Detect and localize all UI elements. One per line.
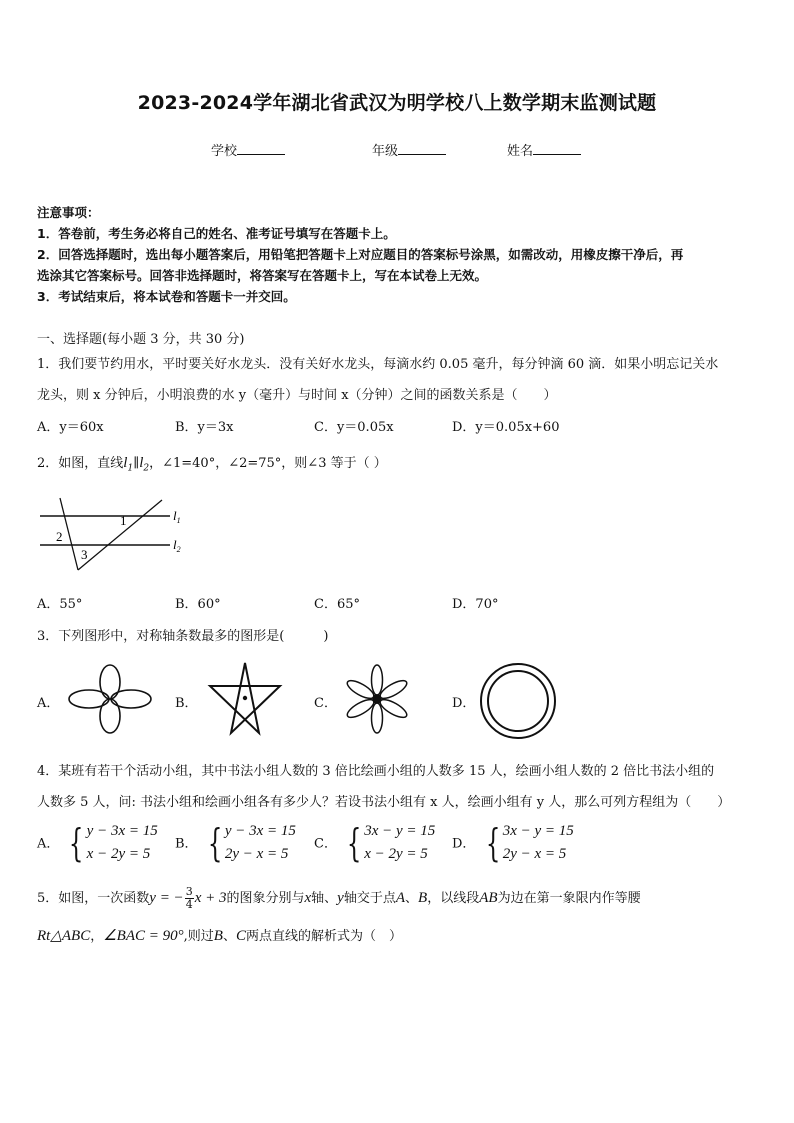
q2-stem [37,452,387,474]
grade-blank [398,142,446,155]
star-icon [207,660,283,738]
six-petal-flower-icon [344,664,410,734]
q3-label-a: A． [37,696,60,711]
q2-l2: l [139,455,144,471]
q1-line1: 1．我们要节约用水，平时要关好水龙头．没有关好水龙头，每滴水约 0.05 毫升，每分钟滴 60 滴．如果小明忘记关水 [37,357,719,372]
fraction: $\frac{3}{4}$ [185,885,193,911]
q3-label-c: C． [314,696,337,711]
q1-option-c: C．y＝0.05x [314,420,394,435]
section-heading: 一、选择题(每小题 3 分，共 30 分) [37,332,245,347]
ring-icon [478,662,558,740]
notes-heading: 注意事项： [37,205,100,220]
q2-parallel: ∥ [133,456,140,471]
fig-l2: $l_2$ [173,537,181,554]
four-petal-flower-icon [68,664,152,734]
q3-label-d: D． [452,696,476,711]
grade-field [372,140,446,159]
fig-l1: $l_1$ [173,508,181,525]
note-item-1: 1．答卷前，考生务必将自己的姓名、准考证号填写在答题卡上。 [37,226,396,241]
q2-prefix: 2．如图，直线 [37,456,124,471]
q2-suffix: ，∠1=40°，∠2=75°，则∠3 等于（ ） [149,456,387,471]
school-field [211,140,285,159]
q1-option-d: D．y＝0.05x+60 [452,420,560,435]
q4-option-a: A． { y − 3x = 15 x − 2y = 5 [37,821,158,865]
q2-option-b: B．60° [175,597,221,612]
q1-option-a: A．y＝60x [37,420,104,435]
school-blank [237,142,285,155]
q2-option-c: C．65° [314,597,360,612]
q4-line2: 人数多 5 人，问: 书法小组和绘画小组各有多少人？若设书法小组有 x 人，绘画小组有 y 人，那么可列方程组为（ ） [37,795,731,810]
school-label: 学校 [211,144,238,159]
q4-option-d: D． { 3x − y = 15 2y − x = 5 [452,821,574,865]
fig-angle-1: 1 [120,513,127,528]
fig-angle-2: 2 [56,529,63,544]
note-item-2: 2．回答选择题时，选出每小题答案后，用铅笔把答题卡上对应题目的答案标号涂黑，如需改动，用橡皮擦干净后，再 [37,247,684,262]
q2-option-d: D．70° [452,597,499,612]
name-blank [533,142,581,155]
q4-option-b: B． { y − 3x = 15 2y − x = 5 [175,821,296,865]
q5-line1: 5．如图，一次函数y = − $\frac{3}{4}$ x + 3的图象分别与x轴、y轴交于点A、B，以线段AB为边在第一象限内作等腰 [37,885,641,911]
note-item-2-cont: 选涂其它答案标号。回答非选择题时，将答案写在答题卡上，写在本试卷上无效。 [37,268,488,283]
grade-label: 年级 [372,144,399,159]
q2-l1: l [123,455,128,471]
q4-line1: 4．某班有若干个活动小组，其中书法小组人数的 3 倍比绘画小组的人数多 15 人，绘画小组人数的 2 倍比书法小组的 [37,764,715,779]
q2-l2-sub: 2 [143,463,150,474]
q4-option-c: C． { 3x − y = 15 x − 2y = 5 [314,821,436,865]
q2-figure [40,494,190,578]
q5-line2: Rt△ABC，∠BAC = 90°,则过B、C两点直线的解析式为（ ） [37,928,402,944]
page-title: 2023-2024学年湖北省武汉为明学校八上数学期末监测试题 [137,92,657,114]
q1-line2: 龙头，则 x 分钟后，小明浪费的水 y（毫升）与时间 x（分钟）之间的函数关系是（ ） [37,388,557,403]
name-field [507,140,581,159]
note-item-3: 3．考试结束后，将本试卷和答题卡一并交回。 [37,289,296,304]
q3-label-b: B． [175,696,198,711]
fig-angle-3: 3 [81,547,88,562]
q3-stem: 3．下列图形中，对称轴条数最多的图形是( ) [37,629,329,644]
q2-l1-sub: 1 [127,463,134,474]
q2-option-a: A．55° [37,597,83,612]
q1-option-b: B．y＝3x [175,420,234,435]
name-label: 姓名 [507,144,534,159]
